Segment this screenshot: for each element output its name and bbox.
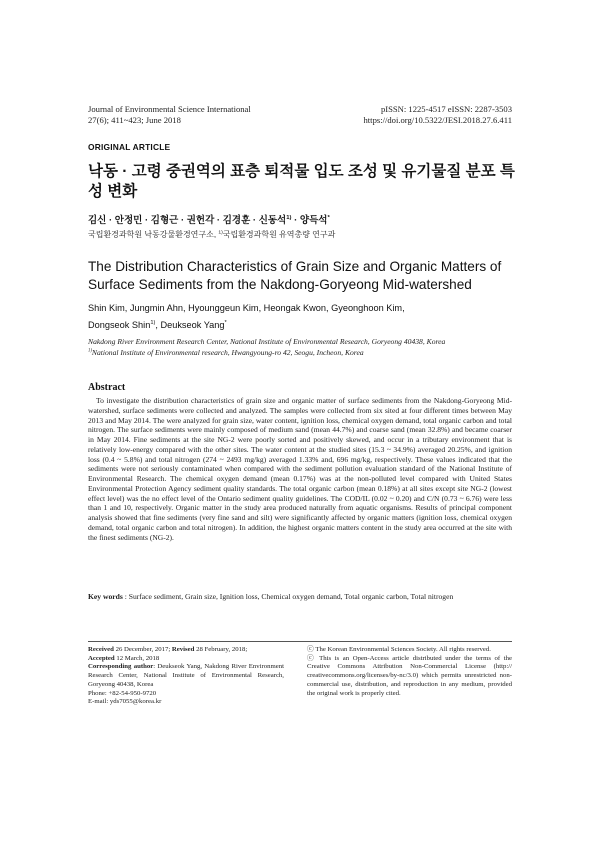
dates-line2 [88,655,284,664]
footnote-right [307,646,512,698]
corresponding-text: : Deukseok Yang, Nakdong River Environment Research Center, National Institute of Environmental Research, Goryeong 40438, Korea [88,663,284,688]
revised-label: Revised [171,646,195,653]
journal-header-left [88,104,251,126]
license-notice: ⓒ This is an Open-Access article distributed under the terms of the Creative Commons Attribution Non-Commercial License (http:// creativecommons.org/licenses/by-nc/3.0) which permits unrestricted non-commercial use, distribution, and reproduction in any medium, provided the original work is properly cited. [307,654,512,697]
accepted-label: Accepted [88,654,115,662]
journal-header-right [364,104,513,126]
email[interactable]: E-mail: yds7055@korea.kr [88,698,162,706]
journal-issue: 27(6); 411~423; June 2018 [88,115,181,125]
journal-name: Journal of Environmental Science International [88,104,251,114]
corresponding-author [88,663,284,689]
corresponding-label: Corresponding author [88,663,154,671]
affiliation-english-line1: Nakdong River Environment Research Center, National Institute of Environmental Research, Goryeong 40438, Korea [88,337,446,346]
title-korean: 낙동 · 고령 중권역의 표층 퇴적물 입도 조성 및 유기물질 분포 특성 변화 [88,163,515,200]
revised-date: 28 February, 2018; [194,646,248,653]
footnote-left [88,646,284,707]
abstract-heading: Abstract [88,382,126,393]
author-shin-sup: 1) [150,319,156,326]
accepted-date: 12 March, 2018 [114,654,160,662]
authors-english-line2 [88,317,528,334]
phone: Phone: +82-54-950-9720 [88,689,157,697]
issn: pISSN: 1225-4517 eISSN: 2287-3503 [380,104,512,114]
affiliation-english-line2-text: National Institute of Environmental research, Hwangyoung-ro 42, Seogu, Incheon, Korea [91,348,364,357]
affiliation-korean-main: 국립환경과학원 낙동강물환경연구소, [88,230,217,239]
authors-korean-sup1: 1) [286,214,292,221]
affiliation-english [88,336,528,358]
title-english: The Distribution Characteristics of Grain Size and Organic Matters of Surface Sediments from the Nakdong-Goryeong Mid-watershed [88,259,502,292]
keywords-text: : Surface sediment, Grain size, Ignition loss, Chemical oxygen demand, Total organic carbon, Total nitrogen [122,592,454,601]
abstract-body: To investigate the distribution characteristics of grain size and organic matter of surface sediments from the Nakdong-Goryeong Mid-watershed, surface sediments were collected and analyzed. The samples were collected from six sited at four different times between May 2013 and May 2014. The were analyzed for grain size, water content, ignition loss, chemical oxygen demand, total organic carbon and total nitrogen. The surface sediments were mainly composed of medium sand (mean 44.7%) and coarse sand (mean 32.8%) and became coarser in May 2014. Fine sediments at the site NG-2 were poorly sorted and positively skewed, and occur in a tributary environment that is relatively low-energy compared with the other sites. The water content at the studied sites (15.3 ~ 34.9%) averaged 20.25%, and ignition loss (0.4 ~ 5.8%) and total nitrogen (274 ~ 2493 mg/kg) averaged 1.33% and, 696 mg/kg, respectively. These values indicated that the sediments were not seriously contaminated when compared with the sediment pollution evaluation standard of the National Institute of Environmental Research. The chemical oxygen demand (mean 0.17%) was at the non-polluted level compared with United States Environmental Protection Agency sediment quality standards. The total organic carbon (mean 0.18%) at all sites except site NG-2 (lowest effect level) was the no effect level of the Ontario sediment quality guidelines. The COD/IL (0.02 ~ 0.20) and C/N (0.73 ~ 6.76) were less than 1 and 10, respectively. Organic matter in the study area produced naturally from aquatic organisms. Results of principal component analysis showed that fine sediments (very fine sand and silt) were significantly affected by organic matters (ignition loss, chemical oxygen demand, total organic carbon and total nitrogen). In addition, the highest organic matters content in the study area occurred at the site with the finest sediments (NG-2). [88,396,512,542]
affiliation-korean [88,229,335,240]
authors-english [88,300,528,334]
authors-korean-sup2: * [327,214,330,221]
article-type: ORIGINAL ARTICLE [88,142,171,152]
received-date: 26 December, 2017; [113,646,172,653]
affiliation-english-sup: 1) [88,348,92,354]
author-yang-sup: * [224,319,227,326]
authors-korean [88,212,330,226]
authors-korean-last: · 양득석 [291,215,328,226]
dates-line1 [88,646,284,655]
footnote-divider [88,641,512,642]
received-label: Received [88,646,114,653]
keywords [88,592,528,601]
author-yang: , Deukseok Yang [155,320,225,330]
affiliation-korean-sup: 1) [218,230,223,236]
authors-english-line1: Shin Kim, Jungmin Ahn, Hyounggeun Kim, Heongak Kwon, Gyeonghoon Kim, [88,303,405,313]
affiliation-english-line2 [88,347,528,358]
affiliation-korean-rest: 국립환경과학원 유역총량 연구과 [222,230,336,239]
authors-korean-names: 김신 · 안정민 · 김형근 · 권헌각 · 김경훈 · 신동석 [88,215,287,226]
copyright-notice: ⓒ The Korean Environmental Sciences Society. All rights reserved. [307,646,491,653]
doi-link[interactable]: https://doi.org/10.5322/JESI.2018.27.6.411 [363,115,512,125]
keywords-label: Key words [88,592,123,601]
author-shin: Dongseok Shin [88,320,151,330]
